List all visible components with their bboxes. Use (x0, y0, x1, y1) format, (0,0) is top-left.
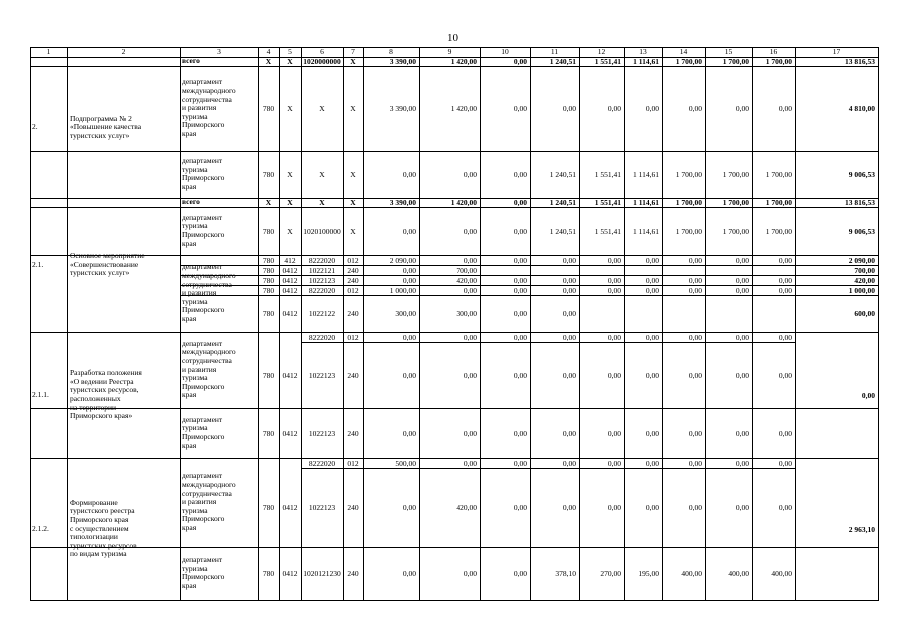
cell-amount: 0,00 (688, 104, 702, 113)
header-cell-5: 5 (288, 47, 292, 56)
grid-line (301, 47, 302, 600)
cell-amount: 0,00 (513, 569, 527, 578)
cell-amount: 0,00 (688, 255, 702, 265)
cell-code: 1022123 (308, 503, 336, 512)
cell-amount: 0,00 (513, 170, 527, 179)
header-cell-1: 1 (46, 47, 51, 56)
cell-amount: 1 114,61 (633, 226, 659, 236)
grid-line (30, 408, 879, 409)
cell-amount: 1 420,00 (450, 57, 477, 66)
header-cell-8: 8 (389, 47, 393, 56)
cell-amount: 0,00 (645, 104, 659, 113)
grid-line (30, 47, 31, 600)
cell-code: 1020121230 (303, 569, 341, 578)
cell-amount: 0,00 (607, 332, 621, 342)
cell-code: 1020100000 (303, 226, 341, 236)
cell-amount: 1 700,00 (765, 226, 792, 236)
budget-table (30, 47, 878, 600)
cell-amount: 0,00 (607, 458, 621, 468)
cell-amount: 1 551,41 (594, 170, 621, 179)
cell-amount: 3 390,00 (389, 198, 416, 207)
cell-amount: 0,00 (513, 57, 527, 66)
cell-amount: 0,00 (463, 370, 477, 380)
header-cell-3: 3 (217, 47, 221, 56)
grid-line (530, 47, 531, 600)
cell-total: 13 816,53 (845, 198, 875, 207)
cell-amount: 0,00 (463, 285, 477, 295)
header-cell-10: 10 (501, 47, 509, 56)
cell-code: 012 (347, 255, 359, 265)
cell-amount: 1 000,00 (389, 285, 416, 295)
cell-amount: 1 700,00 (722, 226, 749, 236)
cell-amount: 0,00 (562, 309, 576, 318)
cell-recipient: департамент международного сотрудничества и развития туризма Приморского края (182, 77, 236, 138)
cell-total: 13 816,53 (845, 57, 875, 66)
program-name: Основное мероприятие «Совершенствование туристских услуг» (70, 251, 145, 278)
header-cell-16: 16 (769, 47, 778, 56)
cell-amount: 0,00 (402, 170, 416, 179)
cell-amount: 0,00 (688, 428, 702, 438)
cell-amount: 0,00 (735, 332, 749, 342)
cell-code: 1022123 (308, 275, 336, 285)
cell-amount: 0,00 (562, 104, 576, 113)
cell-amount: 0,00 (607, 285, 621, 295)
cell-amount: 0,00 (402, 370, 416, 380)
cell-amount: 0,00 (607, 370, 621, 380)
grid-line (705, 47, 706, 600)
cell-recipient: департамент туризма Приморского края (182, 555, 225, 591)
cell-total: 1 000,00 (848, 285, 875, 295)
cell-amount: 0,00 (607, 428, 621, 438)
cell-amount: 0,00 (513, 503, 527, 512)
cell-amount: 700,00 (456, 265, 477, 275)
cell-code: 240 (347, 275, 359, 285)
cell-amount: 400,00 (681, 569, 702, 578)
cell-amount: 0,00 (778, 285, 792, 295)
grid-line (30, 600, 879, 601)
cell-amount: 0,00 (735, 370, 749, 380)
cell-amount: 1 700,00 (722, 198, 749, 207)
cell-amount: 0,00 (402, 226, 416, 236)
cell-amount: 378,10 (555, 569, 576, 578)
cell-code: 240 (347, 265, 359, 275)
cell-total: 2 963,10 (848, 524, 875, 534)
grid-line (624, 47, 625, 600)
cell-code: X (265, 57, 272, 66)
cell-amount: 0,00 (513, 428, 527, 438)
cell-code: 0412 (282, 428, 298, 438)
row-number: 2.1. (32, 259, 44, 269)
grid-line (180, 295, 879, 296)
cell-amount: 0,00 (607, 255, 621, 265)
cell-amount: 1 114,61 (633, 57, 659, 66)
grid-line (301, 342, 796, 343)
cell-amount: 195,00 (638, 569, 659, 578)
cell-amount: 0,00 (562, 370, 576, 380)
cell-amount: 3 390,00 (389, 57, 416, 66)
page-number: 10 (447, 32, 458, 44)
cell-amount: 1 240,51 (549, 198, 576, 207)
grid-line (363, 47, 364, 600)
cell-amount: 420,00 (456, 275, 477, 285)
cell-amount: 0,00 (513, 332, 527, 342)
cell-code: X (287, 57, 293, 66)
cell-amount: 1 551,41 (594, 226, 621, 236)
cell-amount: 0,00 (735, 275, 749, 285)
cell-amount: 0,00 (645, 428, 659, 438)
cell-code: X (287, 104, 293, 113)
cell-amount: 0,00 (688, 458, 702, 468)
cell-code: 012 (347, 458, 359, 468)
cell-amount: 0,00 (562, 503, 576, 512)
cell-code: 8222020 (308, 285, 336, 295)
cell-code: 780 (262, 503, 275, 512)
cell-amount: 0,00 (513, 226, 527, 236)
cell-amount: 3 390,00 (389, 104, 416, 113)
cell-code: X (265, 198, 272, 207)
cell-amount: 0,00 (562, 255, 576, 265)
cell-code: X (319, 170, 325, 179)
cell-code: 780 (262, 309, 275, 318)
cell-amount: 400,00 (728, 569, 749, 578)
cell-amount: 1 114,61 (633, 170, 659, 179)
cell-amount: 0,00 (688, 503, 702, 512)
grid-line (258, 47, 259, 600)
grid-line (343, 47, 344, 600)
cell-code: X (350, 57, 356, 66)
header-cell-6: 6 (320, 47, 324, 56)
cell-code: 780 (262, 285, 275, 295)
program-name: Подпрограмма № 2 «Повышение качества туристских услуг» (70, 113, 142, 140)
cell-amount: 400,00 (771, 569, 792, 578)
cell-code: X (350, 104, 356, 113)
cell-amount: 1 420,00 (450, 104, 477, 113)
cell-code: 1022122 (308, 309, 336, 318)
grid-line (30, 66, 879, 67)
cell-recipient: департамент международного сотрудничества и развития туризма Приморского края (182, 338, 236, 400)
cell-amount: 1 240,51 (549, 170, 576, 179)
cell-amount: 0,00 (735, 428, 749, 438)
cell-amount: 0,00 (463, 170, 477, 179)
cell-amount: 1 700,00 (722, 170, 749, 179)
cell-amount: 0,00 (645, 275, 659, 285)
grid-line (301, 468, 796, 469)
cell-total: 600,00 (854, 309, 875, 318)
cell-amount: 0,00 (513, 198, 527, 207)
cell-amount: 0,00 (645, 285, 659, 295)
cell-amount: 300,00 (395, 309, 416, 318)
cell-amount: 1 700,00 (675, 226, 702, 236)
grid-line (67, 47, 68, 600)
row-number: 2.1.1. (32, 389, 49, 399)
cell-amount: 0,00 (688, 370, 702, 380)
cell-total: 2 090,00 (848, 255, 875, 265)
cell-amount: 0,00 (513, 275, 527, 285)
cell-amount: 1 700,00 (675, 57, 702, 66)
cell-amount: 0,00 (607, 104, 621, 113)
cell-amount: 0,00 (402, 503, 416, 512)
grid-line (279, 47, 280, 600)
cell-total: 9 006,53 (848, 226, 875, 236)
cell-amount: 0,00 (513, 255, 527, 265)
cell-amount: 0,00 (562, 332, 576, 342)
cell-amount: 0,00 (463, 569, 477, 578)
cell-amount: 1 700,00 (765, 57, 792, 66)
cell-code: 240 (347, 428, 359, 438)
cell-total: 700,00 (854, 265, 875, 275)
cell-amount: 0,00 (402, 265, 416, 275)
cell-amount: 1 700,00 (675, 170, 702, 179)
cell-amount: 0,00 (778, 370, 792, 380)
cell-code: 780 (262, 104, 275, 113)
cell-amount: 0,00 (513, 370, 527, 380)
cell-total: 420,00 (854, 275, 875, 285)
cell-amount: 0,00 (513, 458, 527, 468)
cell-amount: 1 551,41 (594, 57, 621, 66)
cell-amount: 1 700,00 (722, 57, 749, 66)
grid-line (795, 47, 796, 600)
cell-amount: 0,00 (607, 503, 621, 512)
header-cell-4: 4 (266, 47, 271, 56)
cell-code: 1022121 (308, 265, 336, 275)
cell-code: X (287, 198, 293, 207)
cell-recipient: всего (182, 197, 200, 207)
row-number: 2. (32, 122, 38, 131)
cell-code: 0412 (282, 370, 298, 380)
cell-amount: 0,00 (778, 332, 792, 342)
cell-code: 8222020 (308, 332, 336, 342)
cell-code: 0412 (282, 265, 298, 275)
cell-code: 780 (262, 569, 275, 578)
cell-code: 1022123 (308, 428, 336, 438)
cell-code: 240 (347, 370, 359, 380)
cell-amount: 0,00 (645, 503, 659, 512)
header-cell-14: 14 (679, 47, 688, 56)
header-cell-12: 12 (597, 47, 606, 56)
cell-code: 780 (262, 428, 275, 438)
cell-code: 8222020 (308, 458, 336, 468)
header-cell-13: 13 (639, 47, 647, 56)
cell-amount: 0,00 (778, 503, 792, 512)
cell-code: 240 (347, 569, 359, 578)
cell-amount: 0,00 (463, 226, 477, 236)
header-cell-2: 2 (121, 47, 126, 56)
cell-code: 780 (262, 226, 275, 236)
cell-code: 0412 (282, 285, 298, 295)
cell-recipient: департамент международного сотрудничества и развития туризма Приморского края (182, 471, 236, 532)
cell-code: X (287, 170, 293, 179)
cell-code: X (319, 198, 325, 207)
header-cell-9: 9 (447, 47, 452, 56)
cell-amount: 0,00 (562, 275, 576, 285)
cell-amount: 0,00 (735, 104, 749, 113)
grid-line (480, 47, 481, 600)
cell-recipient: департамент туризма Приморского края (182, 156, 225, 192)
cell-amount: 0,00 (735, 458, 749, 468)
cell-code: X (350, 226, 356, 236)
cell-amount: 1 420,00 (450, 198, 477, 207)
cell-recipient: всего (182, 56, 200, 66)
cell-amount: 0,00 (735, 255, 749, 265)
cell-code: 012 (347, 332, 359, 342)
grid-line (579, 47, 580, 600)
cell-amount: 420,00 (456, 503, 477, 512)
cell-amount: 1 240,51 (549, 57, 576, 66)
cell-amount: 300,00 (456, 309, 477, 318)
grid-line (180, 47, 181, 600)
program-name: Разработка положения «О ведении Реестра туристских ресурсов, расположенных на территории Приморского края» (70, 368, 142, 421)
cell-amount: 0,00 (735, 285, 749, 295)
cell-total: 0,00 (861, 390, 875, 400)
grid-line (878, 47, 879, 600)
grid-line (419, 47, 420, 600)
cell-amount: 0,00 (562, 285, 576, 295)
grid-line (30, 547, 879, 548)
cell-amount: 0,00 (778, 275, 792, 285)
cell-amount: 1 700,00 (765, 198, 792, 207)
cell-amount: 270,00 (600, 569, 621, 578)
cell-total: 9 006,53 (848, 170, 875, 179)
cell-code: 8222020 (308, 255, 336, 265)
cell-amount: 0,00 (562, 428, 576, 438)
cell-amount: 0,00 (645, 370, 659, 380)
cell-code: X (350, 170, 356, 179)
grid-line (752, 47, 753, 600)
cell-amount: 0,00 (778, 255, 792, 265)
cell-code: 240 (347, 503, 359, 512)
grid-line (30, 151, 879, 152)
cell-recipient: департамент туризма Приморского края (182, 414, 225, 450)
cell-amount: 0,00 (402, 275, 416, 285)
cell-amount: 0,00 (688, 285, 702, 295)
cell-recipient: департамент международного сотрудничества и развития туризма Приморского края (182, 262, 236, 323)
cell-amount: 0,00 (463, 428, 477, 438)
cell-code: 012 (347, 285, 359, 295)
cell-amount: 0,00 (513, 104, 527, 113)
cell-total: 4 810,00 (848, 104, 875, 113)
cell-code: 1022123 (308, 370, 336, 380)
cell-amount: 0,00 (645, 458, 659, 468)
cell-amount: 0,00 (607, 275, 621, 285)
header-cell-11: 11 (550, 47, 559, 56)
cell-amount: 0,00 (463, 458, 477, 468)
cell-amount: 0,00 (645, 255, 659, 265)
cell-code: 1020000000 (303, 57, 341, 66)
cell-amount: 0,00 (562, 458, 576, 468)
cell-amount: 0,00 (463, 332, 477, 342)
cell-code: 780 (262, 170, 275, 179)
cell-code: 0412 (282, 569, 298, 578)
cell-code: 780 (262, 255, 275, 265)
cell-amount: 1 240,51 (549, 226, 576, 236)
cell-code: X (350, 198, 356, 207)
program-name: Формирование туристского реестра Приморского края с осуществлением типологизации туристских ресурсов по видам туризма (70, 497, 137, 559)
cell-amount: 1 700,00 (765, 170, 792, 179)
cell-code: X (319, 104, 325, 113)
cell-code: 0412 (282, 309, 298, 318)
cell-code: X (287, 226, 293, 236)
cell-amount: 0,00 (778, 458, 792, 468)
cell-code: 412 (284, 255, 296, 265)
cell-amount: 0,00 (513, 285, 527, 295)
cell-amount: 0,00 (402, 332, 416, 342)
cell-amount: 1 551,41 (594, 198, 621, 207)
cell-code: 780 (262, 370, 275, 380)
grid-line (30, 207, 879, 208)
cell-amount: 0,00 (402, 428, 416, 438)
cell-amount: 1 700,00 (675, 198, 702, 207)
cell-code: 240 (347, 309, 359, 318)
cell-amount: 0,00 (688, 275, 702, 285)
cell-code: 0412 (282, 503, 298, 512)
cell-amount: 0,00 (463, 255, 477, 265)
cell-recipient: департамент туризма Приморского края (182, 212, 225, 248)
cell-code: 780 (262, 275, 275, 285)
cell-amount: 0,00 (778, 104, 792, 113)
header-cell-7: 7 (351, 47, 355, 56)
cell-amount: 0,00 (645, 332, 659, 342)
cell-amount: 0,00 (402, 569, 416, 578)
cell-amount: 2 090,00 (389, 255, 416, 265)
header-cell-17: 17 (832, 47, 841, 56)
cell-code: 0412 (282, 275, 298, 285)
header-cell-15: 15 (724, 47, 733, 56)
row-number: 2.1.2. (32, 523, 49, 533)
cell-amount: 1 114,61 (633, 198, 659, 207)
cell-amount: 0,00 (735, 503, 749, 512)
cell-amount: 0,00 (513, 309, 527, 318)
cell-amount: 500,00 (395, 458, 416, 468)
grid-line (662, 47, 663, 600)
cell-code: 780 (262, 265, 275, 275)
cell-amount: 0,00 (778, 428, 792, 438)
cell-amount: 0,00 (688, 332, 702, 342)
